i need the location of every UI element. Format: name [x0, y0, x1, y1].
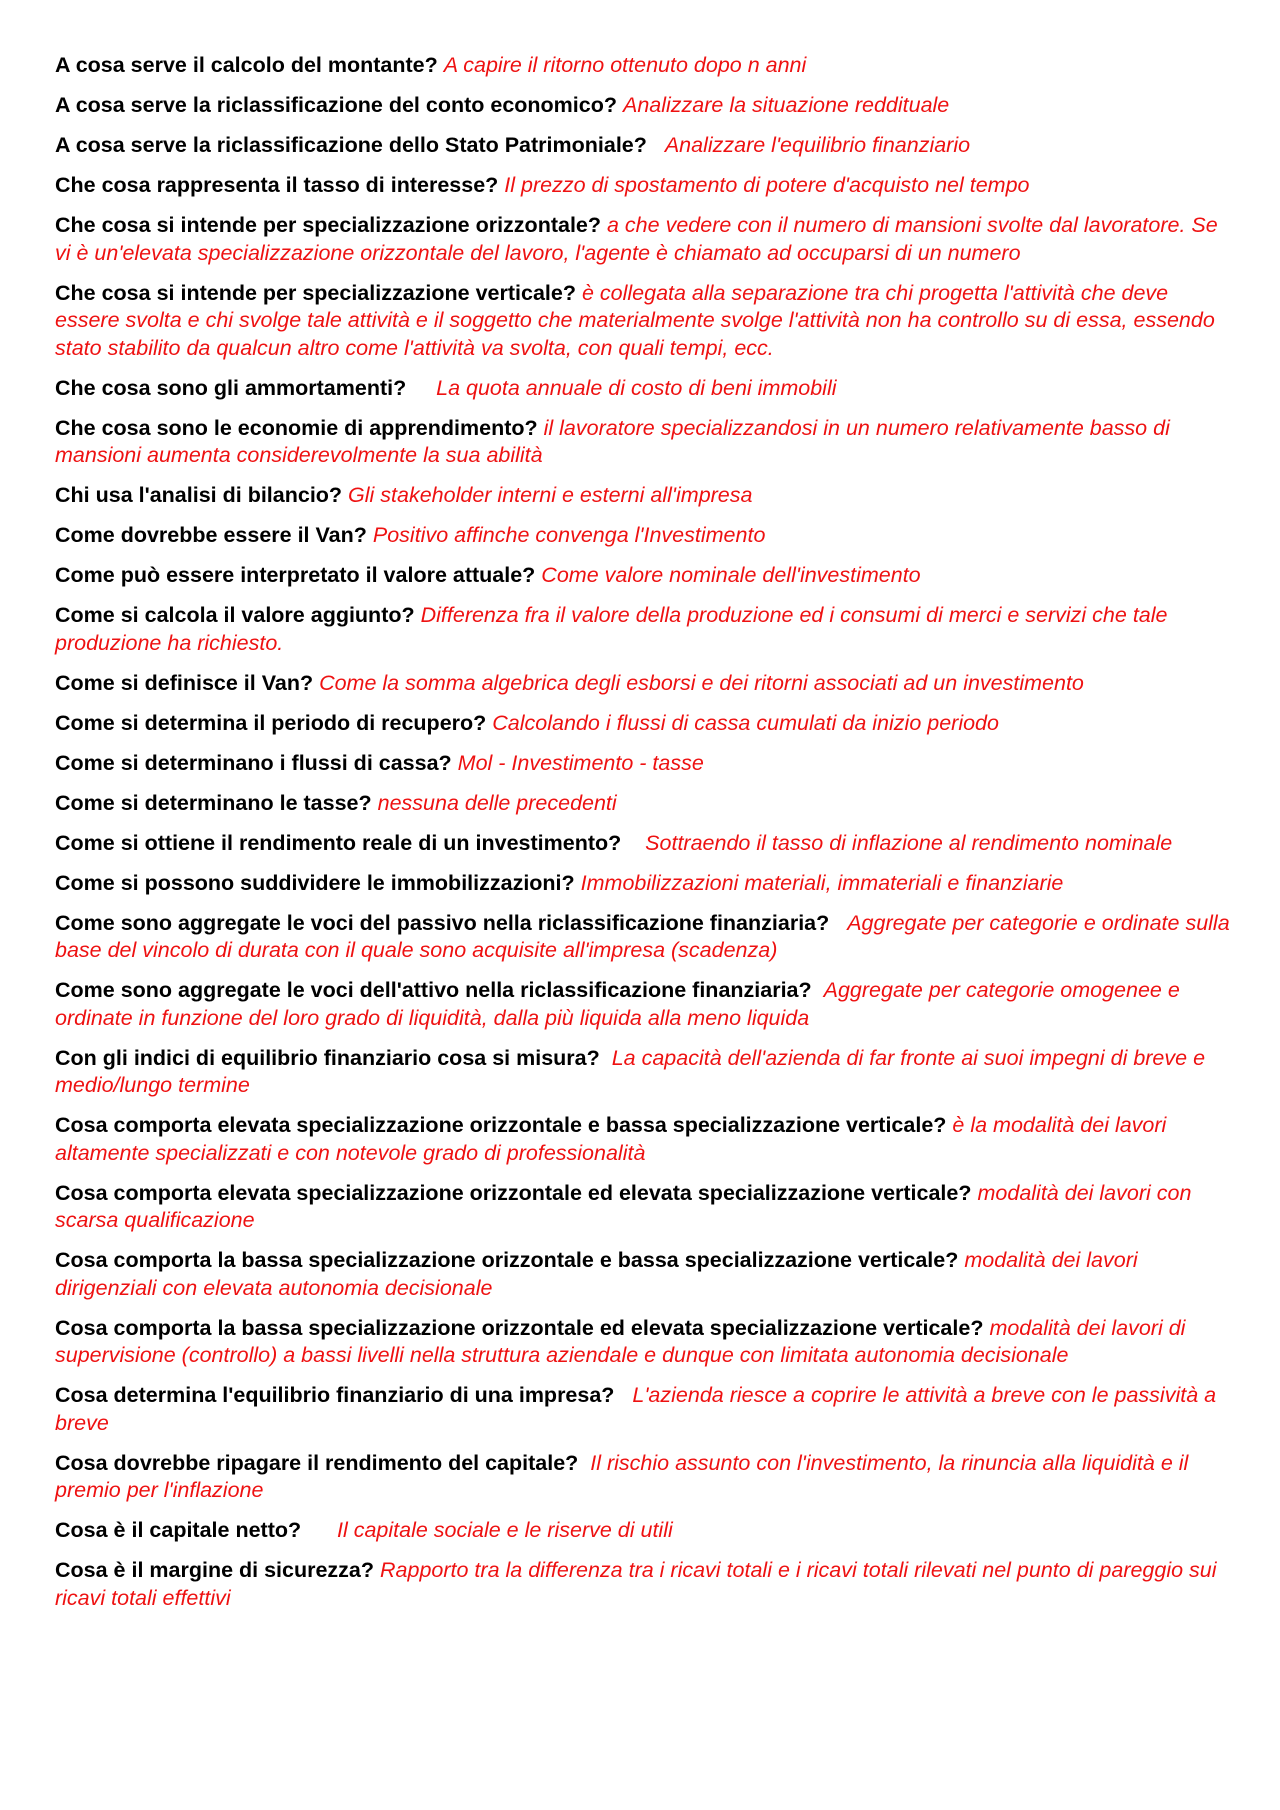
answer-text: Come la somma algebrica degli esborsi e dei ritorni associati ad un investimento	[319, 670, 1084, 695]
qa-item	[55, 830, 1235, 858]
answer-text: nessuna delle precedenti	[377, 790, 617, 815]
qa-item	[55, 92, 1235, 120]
qa-item	[55, 790, 1235, 818]
qa-item	[55, 562, 1235, 590]
question-text: Chi usa l'analisi di bilancio?	[55, 483, 343, 507]
answer-text: Analizzare la situazione reddituale	[622, 93, 950, 117]
qa-item	[55, 280, 1235, 363]
qa-item	[55, 977, 1235, 1032]
answer-text: modalità dei lavori dirigenziali con elevata autonomia decisionale	[55, 1248, 1138, 1300]
question-text: Cosa comporta la bassa specializzazione orizzontale ed elevata specializzazione verticale?	[55, 1315, 984, 1340]
qa-item	[55, 172, 1235, 200]
question-text: Che cosa si intende per specializzazione orizzontale?	[55, 213, 602, 237]
answer-text: La quota annuale di costo di beni immobili	[436, 375, 837, 400]
question-text: Cosa dovrebbe ripagare il rendimento del capitale?	[55, 1450, 579, 1475]
question-text: Come si ottiene il rendimento reale di un investimento?	[55, 830, 622, 855]
question-text: Come si determina il periodo di recupero?	[55, 710, 487, 735]
question-text: Cosa comporta la bassa specializzazione orizzontale e bassa specializzazione verticale?	[55, 1248, 959, 1272]
question-text: Come può essere interpretato il valore attuale?	[55, 563, 536, 587]
qa-item	[55, 482, 1235, 510]
answer-text: A capire il ritorno ottenuto dopo n anni	[443, 53, 807, 77]
question-text: Come si calcola il valore aggiunto?	[55, 603, 415, 627]
qa-item	[55, 750, 1235, 778]
answer-text: Mol - Investimento - tasse	[457, 750, 704, 775]
qa-item	[55, 1315, 1235, 1370]
answer-text: è collegata alla separazione tra chi progetta l'attività che deve essere svolta e chi svolge tale attività e il soggetto che materialmente svolge l'attività non ha controllo su di essa, essendo stato stabilito da qualcun altro come l'attività va svolta, con quali tempi, ecc.	[55, 280, 1215, 360]
answer-text: Come valore nominale dell'investimento	[541, 563, 921, 587]
answer-text: a che vedere con il numero di mansioni svolte dal lavoratore. Se vi è un'elevata specializzazione orizzontale del lavoro, l'agente è chiamato ad occuparsi di un numero	[55, 213, 1218, 265]
question-text: Come si possono suddividere le immobilizzazioni?	[55, 870, 575, 895]
qa-item	[55, 1557, 1235, 1612]
answer-text: il lavoratore specializzandosi in un numero relativamente basso di mansioni aumenta considerevolmente la sua abilità	[55, 415, 1170, 467]
question-text: Come sono aggregate le voci del passivo nella riclassificazione finanziaria?	[55, 910, 830, 935]
question-text: Cosa comporta elevata specializzazione orizzontale e bassa specializzazione verticale?	[55, 1113, 947, 1137]
question-text: Che cosa si intende per specializzazione verticale?	[55, 280, 576, 305]
answer-text: L'azienda riesce a coprire le attività a breve con le passività a breve	[55, 1383, 1217, 1435]
answer-text: è la modalità dei lavori altamente specializzati e con notevole grado di professionalità	[55, 1113, 1167, 1165]
question-text: A cosa serve il calcolo del montante?	[55, 53, 438, 77]
qa-item	[55, 1517, 1235, 1545]
qa-item	[55, 1045, 1235, 1100]
answer-text: Calcolando i flussi di cassa cumulati da inizio periodo	[492, 710, 999, 735]
answer-text: Il prezzo di spostamento di potere d'acquisto nel tempo	[504, 173, 1030, 197]
question-text: A cosa serve la riclassificazione dello Stato Patrimoniale?	[55, 133, 647, 157]
answer-text: La capacità dell'azienda di far fronte ai suoi impegni di breve e medio/lungo termine	[55, 1045, 1206, 1097]
question-text: Come dovrebbe essere il Van?	[55, 523, 367, 547]
qa-item	[55, 670, 1235, 698]
answer-text: Gli stakeholder interni e esterni all'impresa	[348, 483, 753, 507]
question-text: Come si determinano le tasse?	[55, 790, 372, 815]
question-text: Che cosa sono le economie di apprendimento?	[55, 415, 538, 440]
question-text: Cosa determina l'equilibrio finanziario di una impresa?	[55, 1383, 615, 1407]
question-text: Cosa comporta elevata specializzazione orizzontale ed elevata specializzazione verticale?	[55, 1180, 972, 1205]
question-text: Cosa è il margine di sicurezza?	[55, 1558, 375, 1582]
qa-item	[55, 1247, 1235, 1302]
answer-text: Il capitale sociale e le riserve di utili	[336, 1518, 673, 1542]
answer-text: Differenza fra il valore della produzione ed i consumi di merci e servizi che tale produzione ha richiesto.	[55, 603, 1168, 655]
qa-item	[55, 52, 1235, 80]
qa-item	[55, 132, 1235, 160]
answer-text: Rapporto tra la differenza tra i ricavi totali e i ricavi totali rilevati nel punto di pareggio sui ricavi totali effettivi	[55, 1558, 1217, 1610]
answer-text: Immobilizzazioni materiali, immateriali e finanziarie	[580, 870, 1064, 895]
qa-item	[55, 415, 1235, 470]
qa-item	[55, 212, 1235, 267]
qa-item	[55, 870, 1235, 898]
question-text: A cosa serve la riclassificazione del conto economico?	[55, 93, 617, 117]
qa-item	[55, 710, 1235, 738]
question-text: Come sono aggregate le voci dell'attivo nella riclassificazione finanziaria?	[55, 978, 812, 1002]
question-text: Come si determinano i flussi di cassa?	[55, 750, 452, 775]
question-text: Che cosa rappresenta il tasso di interesse?	[55, 173, 499, 197]
qa-item	[55, 1382, 1235, 1437]
question-text: Cosa è il capitale netto?	[55, 1518, 302, 1542]
answer-text: Analizzare l'equilibrio finanziario	[664, 133, 971, 157]
answer-text: Aggregate per categorie omogenee e ordinate in funzione del loro grado di liquidità, dalla più liquida alla meno liquida	[55, 978, 1180, 1030]
qa-item	[55, 1180, 1235, 1235]
qa-item	[55, 1112, 1235, 1167]
answer-text: Positivo affinche convenga l'Investimento	[372, 523, 766, 547]
answer-text: Aggregate per categorie e ordinate sulla base del vincolo di durata con il quale sono acquisite all'impresa (scadenza)	[55, 910, 1230, 962]
qa-item	[55, 602, 1235, 657]
qa-item	[55, 910, 1235, 965]
qa-document	[55, 52, 1235, 1625]
answer-text: Sottraendo il tasso di inflazione al rendimento nominale	[645, 830, 1173, 855]
question-text: Che cosa sono gli ammortamenti?	[55, 375, 407, 400]
answer-text: Il rischio assunto con l'investimento, la rinuncia alla liquidità e il premio per l'inflazione	[55, 1450, 1189, 1502]
question-text: Con gli indici di equilibrio finanziario cosa si misura?	[55, 1045, 600, 1070]
qa-item	[55, 1450, 1235, 1505]
answer-text: modalità dei lavori con scarsa qualificazione	[55, 1180, 1192, 1232]
answer-text: modalità dei lavori di supervisione (controllo) a bassi livelli nella struttura aziendale e dunque con limitata autonomia decisionale	[55, 1315, 1186, 1367]
qa-item	[55, 375, 1235, 403]
qa-item	[55, 522, 1235, 550]
question-text: Come si definisce il Van?	[55, 670, 314, 695]
